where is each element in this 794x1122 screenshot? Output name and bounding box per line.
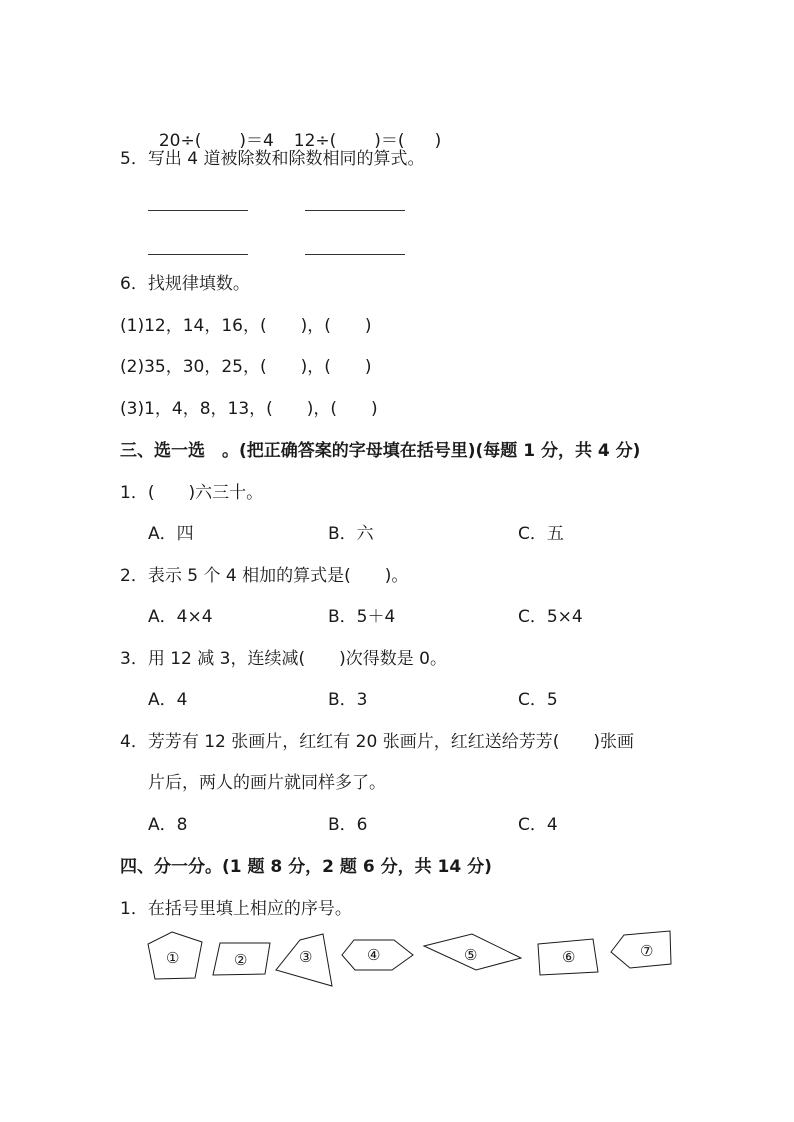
s3-q2-option-a: A．4×4 xyxy=(148,607,213,627)
s3-q2-option-c: C．5×4 xyxy=(518,607,583,627)
eq2-mid: )＝( xyxy=(374,131,405,151)
s3-q1-option-a: A．四 xyxy=(148,524,194,544)
s3-q3-stem: 3．用 12 减 3，连续减( )次得数是 0。 xyxy=(120,649,447,669)
shapes-figure xyxy=(140,922,680,992)
shape-label-1: ① xyxy=(166,949,180,967)
s3-q2-stem: 2．表示 5 个 4 相加的算式是( )。 xyxy=(120,566,409,586)
eq1-left: 20÷( xyxy=(158,131,202,151)
q6-item-2: (2)35，30，25，( )，( ) xyxy=(120,357,372,377)
section4-heading: 四、分一分。(1 题 8 分，2 题 6 分，共 14 分) xyxy=(120,857,492,877)
s3-q1-option-b: B．六 xyxy=(328,524,374,544)
s3-q3-option-c: C．5 xyxy=(518,690,558,710)
s3-q2-option-b: B．5＋4 xyxy=(328,607,396,627)
answer-blank-2[interactable] xyxy=(305,210,405,211)
s3-q1-option-c: C．五 xyxy=(518,524,564,544)
eq2-right: ) xyxy=(434,131,442,151)
shape-label-5: ⑤ xyxy=(464,946,478,964)
s3-q3-option-a: A．4 xyxy=(148,690,188,710)
shape-label-6: ⑥ xyxy=(562,948,576,966)
shape-label-3: ③ xyxy=(299,948,313,966)
s3-q3-option-b: B．3 xyxy=(328,690,368,710)
section3-heading: 三、选一选 。(把正确答案的字母填在括号里)(每题 1 分，共 4 分) xyxy=(120,441,641,461)
eq1-right: )＝4 xyxy=(239,131,274,151)
shape-label-2: ② xyxy=(234,951,248,969)
s3-q4-stem: 4．芳芳有 12 张画片，红红有 20 张画片，红红送给芳芳( )张画 xyxy=(120,732,634,752)
s3-q1-stem: 1．( )六三十。 xyxy=(120,483,264,503)
s4-q1-text: 1．在括号里填上相应的序号。 xyxy=(120,899,352,919)
q5-text: 5．写出 4 道被除数和除数相同的算式。 xyxy=(120,149,425,169)
s3-q4-stem-cont: 片后，两人的画片就同样多了。 xyxy=(148,773,386,793)
answer-blank-3[interactable] xyxy=(148,254,248,255)
top-equations xyxy=(148,105,441,153)
answer-blank-1[interactable] xyxy=(148,210,248,211)
s3-q4-option-b: B．6 xyxy=(328,815,368,835)
q6-item-3: (3)1，4，8，13，( )，( ) xyxy=(120,399,378,419)
s3-q4-option-c: C．4 xyxy=(518,815,558,835)
eq2-left: 12÷( xyxy=(293,131,337,151)
q6-text: 6．找规律填数。 xyxy=(120,274,250,294)
shape-label-4: ④ xyxy=(367,946,381,964)
answer-blank-4[interactable] xyxy=(305,254,405,255)
s3-q4-option-a: A．8 xyxy=(148,815,188,835)
q6-item-1: (1)12，14，16，( )，( ) xyxy=(120,316,372,336)
shape-label-7: ⑦ xyxy=(640,942,654,960)
